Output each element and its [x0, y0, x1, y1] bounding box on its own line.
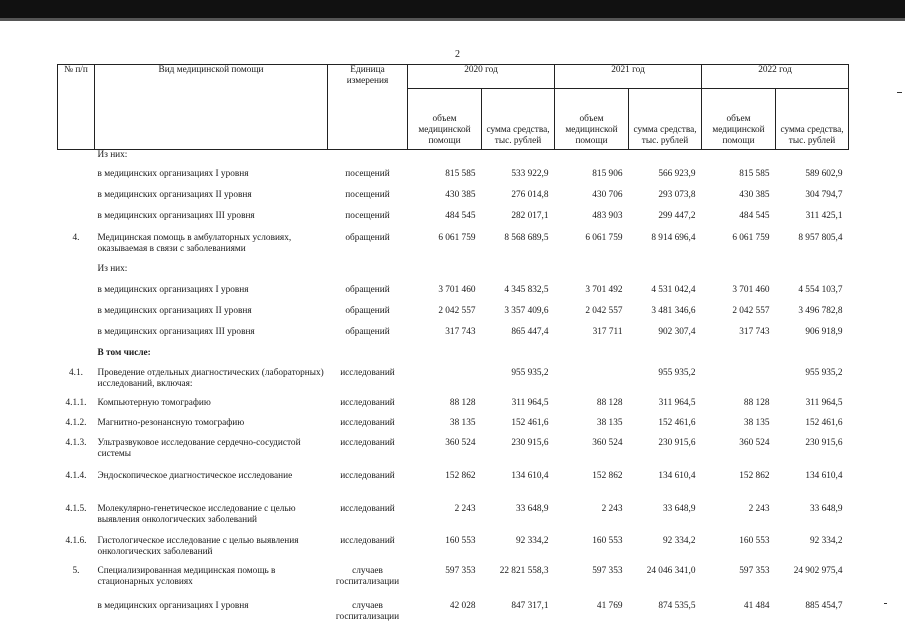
row-sum: 865 447,4 — [511, 326, 549, 337]
row-volume: 88 128 — [743, 397, 770, 408]
row-sum: 134 610,4 — [511, 470, 549, 481]
row-volume: 317 743 — [739, 326, 770, 337]
row-volume — [408, 348, 482, 368]
row-care-type: в медицинских организациях I уровня — [97, 284, 249, 295]
row-sum: 92 334,2 — [662, 535, 696, 546]
row-sum: 276 014,8 — [511, 189, 549, 200]
row-care-type: в медицинских организациях II уровня — [97, 189, 252, 200]
row-sum: 8 957 805,4 — [798, 232, 843, 243]
row-unit — [328, 264, 408, 285]
row-number — [58, 190, 95, 211]
row-volume: 42 028 — [449, 600, 476, 611]
row-volume: 430 706 — [592, 189, 623, 200]
scan-mark — [884, 603, 887, 604]
row-sum: 847 317,1 — [511, 600, 549, 611]
row-volume: 2 243 — [601, 503, 623, 514]
row-volume: 317 711 — [592, 326, 623, 337]
row-sum — [482, 348, 555, 368]
row-sum: 311 964,5 — [658, 397, 696, 408]
page-number: 2 — [455, 49, 460, 60]
table-row — [58, 264, 849, 285]
row-sum: 22 821 558,3 — [499, 565, 549, 576]
row-sum: 8 568 689,5 — [504, 232, 549, 243]
row-sum: 885 454,7 — [805, 600, 843, 611]
scan-top-border — [0, 0, 905, 18]
row-unit: исследований — [340, 417, 395, 428]
row-sum: 3 481 346,6 — [651, 305, 696, 316]
header-volume: объем медицинской помощи — [408, 89, 482, 150]
row-sum: 311 964,5 — [511, 397, 549, 408]
row-volume: 2 042 557 — [732, 305, 770, 316]
row-unit: посещений — [345, 189, 390, 200]
table-row — [58, 169, 849, 190]
row-sum: 3 496 782,8 — [798, 305, 843, 316]
row-sum: 304 794,7 — [805, 189, 843, 200]
row-number — [58, 601, 95, 631]
row-unit: исследований — [340, 503, 395, 514]
row-unit: исследований — [340, 470, 395, 481]
row-care-type: Молекулярно-генетическое исследование с целью выявления онкологических заболеваний — [97, 503, 296, 525]
row-volume: 88 128 — [596, 397, 623, 408]
header-number: № п/п — [58, 65, 95, 150]
header-year-2022: 2022 год — [702, 65, 849, 89]
row-volume: 3 701 492 — [585, 284, 623, 295]
row-sum: 4 345 832,5 — [504, 284, 549, 295]
row-volume — [702, 368, 776, 398]
row-volume: 2 243 — [454, 503, 476, 514]
row-unit: посещений — [345, 168, 390, 179]
row-volume: 160 553 — [592, 535, 623, 546]
row-volume — [555, 264, 629, 285]
row-volume: 38 135 — [743, 417, 770, 428]
row-number: 4.1.4. — [65, 470, 87, 481]
row-volume: 360 524 — [445, 437, 476, 448]
row-care-type: Из них: — [97, 150, 128, 160]
medical-care-table — [57, 64, 849, 631]
row-sum: 3 357 409,6 — [504, 305, 549, 316]
row-volume: 430 385 — [445, 189, 476, 200]
row-number — [58, 348, 95, 368]
row-care-type: в медицинских организациях III уровня — [97, 326, 255, 337]
row-volume: 484 545 — [739, 210, 770, 221]
row-volume: 41 484 — [743, 600, 770, 611]
row-sum — [776, 150, 849, 169]
row-unit: исследований — [340, 367, 395, 378]
row-sum: 955 935,2 — [805, 367, 843, 378]
row-volume: 2 243 — [748, 503, 770, 514]
row-volume: 483 903 — [592, 210, 623, 221]
header-volume: объем медицинской помощи — [555, 89, 629, 150]
row-sum: 589 602,9 — [805, 168, 843, 179]
table-body — [58, 150, 849, 631]
row-volume: 6 061 759 — [732, 232, 770, 243]
row-volume: 2 042 557 — [438, 305, 476, 316]
row-unit: случаев госпитализации — [335, 600, 400, 622]
row-volume — [408, 264, 482, 285]
row-sum: 906 918,9 — [805, 326, 843, 337]
table-row — [58, 398, 849, 418]
row-volume: 360 524 — [592, 437, 623, 448]
row-volume: 6 061 759 — [438, 232, 476, 243]
row-sum: 24 902 975,4 — [793, 565, 843, 576]
table-row — [58, 601, 849, 631]
row-care-type: Из них: — [97, 263, 128, 274]
row-sum: 33 648,9 — [809, 503, 843, 514]
row-volume: 6 061 759 — [585, 232, 623, 243]
row-volume — [702, 348, 776, 368]
row-sum: 92 334,2 — [515, 535, 549, 546]
row-care-type: Специализированная медицинская помощь в стационарных условиях — [97, 565, 276, 587]
table-row — [58, 285, 849, 306]
row-number: 4.1.5. — [65, 503, 87, 514]
row-volume: 38 135 — [449, 417, 476, 428]
row-number — [58, 264, 95, 285]
row-sum: 4 554 103,7 — [798, 284, 843, 295]
table-row — [58, 211, 849, 233]
row-volume: 152 862 — [739, 470, 770, 481]
table-row — [58, 150, 849, 169]
row-volume: 152 862 — [592, 470, 623, 481]
row-volume: 160 553 — [739, 535, 770, 546]
row-sum: 134 610,4 — [805, 470, 843, 481]
row-unit: исследований — [340, 397, 395, 408]
row-sum: 874 535,5 — [658, 600, 696, 611]
table-row — [58, 438, 849, 471]
row-volume — [555, 348, 629, 368]
row-volume: 597 353 — [739, 565, 770, 576]
row-volume: 430 385 — [739, 189, 770, 200]
row-number: 4. — [72, 232, 80, 243]
row-unit: обращений — [345, 305, 390, 316]
row-sum: 293 073,8 — [658, 189, 696, 200]
row-care-type: Компьютерную томографию — [97, 397, 211, 408]
row-sum: 4 531 042,4 — [651, 284, 696, 295]
row-sum: 311 425,1 — [805, 210, 843, 221]
row-volume: 317 743 — [445, 326, 476, 337]
header-year-2021: 2021 год — [555, 65, 702, 89]
header-care-type: Вид медицинской помощи — [95, 65, 328, 150]
row-volume: 88 128 — [449, 397, 476, 408]
row-sum: 33 648,9 — [662, 503, 696, 514]
row-sum: 902 307,4 — [658, 326, 696, 337]
row-volume: 484 545 — [445, 210, 476, 221]
row-number: 4.1.3. — [65, 437, 87, 448]
row-volume: 152 862 — [445, 470, 476, 481]
row-volume: 160 553 — [445, 535, 476, 546]
row-sum: 955 935,2 — [511, 367, 549, 378]
table-row — [58, 536, 849, 566]
row-number — [58, 327, 95, 348]
header-year-2020: 2020 год — [408, 65, 555, 89]
header-sum: сумма средства, тыс. рублей — [629, 89, 702, 150]
row-number — [58, 211, 95, 233]
row-care-type: в медицинских организациях III уровня — [97, 210, 255, 221]
row-sum: 152 461,6 — [658, 417, 696, 428]
row-unit: обращений — [345, 284, 390, 295]
row-volume: 41 769 — [596, 600, 623, 611]
row-care-type: Ультразвуковое исследование сердечно-сосудистой системы — [97, 437, 301, 459]
row-number: 5. — [72, 565, 80, 576]
table-row — [58, 190, 849, 211]
row-number — [58, 306, 95, 327]
row-unit — [328, 150, 408, 169]
row-care-type: Проведение отдельных диагностических (лабораторных) исследований, включая: — [97, 367, 324, 389]
table-row — [58, 418, 849, 438]
table-row — [58, 368, 849, 398]
row-unit: исследований — [340, 437, 395, 448]
row-volume — [408, 368, 482, 398]
row-sum — [629, 150, 702, 169]
row-unit — [328, 348, 408, 368]
header-sum: сумма средства, тыс. рублей — [482, 89, 555, 150]
row-sum: 566 923,9 — [658, 168, 696, 179]
row-sum: 230 915,6 — [805, 437, 843, 448]
row-volume: 597 353 — [592, 565, 623, 576]
row-volume: 2 042 557 — [585, 305, 623, 316]
header-unit: Единица измерения — [328, 65, 408, 150]
row-volume: 38 135 — [596, 417, 623, 428]
row-sum: 33 648,9 — [515, 503, 549, 514]
table-row — [58, 306, 849, 327]
row-unit: обращений — [345, 326, 390, 337]
row-care-type: в медицинских организациях I уровня — [97, 168, 249, 179]
row-sum: 24 046 341,0 — [646, 565, 696, 576]
row-unit: обращений — [345, 232, 390, 243]
row-volume — [408, 150, 482, 169]
row-sum: 152 461,6 — [805, 417, 843, 428]
row-volume — [702, 150, 776, 169]
row-unit: посещений — [345, 210, 390, 221]
row-sum: 152 461,6 — [511, 417, 549, 428]
row-volume — [702, 264, 776, 285]
row-sum: 230 915,6 — [511, 437, 549, 448]
table-row — [58, 471, 849, 504]
row-sum: 299 447,2 — [658, 210, 696, 221]
row-sum: 92 334,2 — [809, 535, 843, 546]
table-row — [58, 348, 849, 368]
row-number: 4.1.6. — [65, 535, 87, 546]
row-care-type: Медицинская помощь в амбулаторных условиях, оказываемая в связи с заболеваниями — [97, 232, 292, 254]
row-volume — [555, 368, 629, 398]
row-sum — [482, 150, 555, 169]
row-volume — [555, 150, 629, 169]
row-care-type: Эндоскопическое диагностическое исследование — [97, 470, 293, 481]
row-number — [58, 150, 95, 169]
row-number: 4.1.1. — [65, 397, 87, 408]
row-volume: 360 524 — [739, 437, 770, 448]
row-sum: 8 914 696,4 — [651, 232, 696, 243]
row-sum: 311 964,5 — [805, 397, 843, 408]
row-care-type: Гистологическое исследование с целью выявления онкологических заболеваний — [97, 535, 299, 557]
row-number: 4.1.2. — [65, 417, 87, 428]
table-row — [58, 566, 849, 601]
header-sum: сумма средства, тыс. рублей — [776, 89, 849, 150]
row-sum — [629, 264, 702, 285]
row-sum: 230 915,6 — [658, 437, 696, 448]
row-sum — [629, 348, 702, 368]
row-sum — [776, 264, 849, 285]
row-care-type: в медицинских организациях II уровня — [97, 305, 252, 316]
row-volume: 3 701 460 — [438, 284, 476, 295]
row-volume: 815 585 — [739, 168, 770, 179]
row-number: 4.1. — [69, 367, 83, 378]
scan-mark — [897, 92, 902, 93]
row-care-type: Магнитно-резонансную томографию — [97, 417, 245, 428]
table-row — [58, 327, 849, 348]
row-sum — [482, 264, 555, 285]
row-number — [58, 285, 95, 306]
row-unit: исследований — [340, 535, 395, 546]
row-sum: 533 922,9 — [511, 168, 549, 179]
row-sum: 282 017,1 — [511, 210, 549, 221]
table-row — [58, 233, 849, 264]
scan-top-border-shadow — [0, 18, 905, 21]
table-row — [58, 504, 849, 536]
row-unit: случаев госпитализации — [335, 565, 400, 587]
row-care-type: в медицинских организациях I уровня — [97, 600, 249, 611]
row-volume: 815 585 — [445, 168, 476, 179]
row-volume: 597 353 — [445, 565, 476, 576]
row-sum: 134 610,4 — [658, 470, 696, 481]
row-sum: 955 935,2 — [658, 367, 696, 378]
row-sum — [776, 348, 849, 368]
header-volume: объем медицинской помощи — [702, 89, 776, 150]
row-volume: 815 906 — [592, 168, 623, 179]
row-care-type: В том числе: — [97, 347, 151, 358]
row-number — [58, 169, 95, 190]
row-volume: 3 701 460 — [732, 284, 770, 295]
